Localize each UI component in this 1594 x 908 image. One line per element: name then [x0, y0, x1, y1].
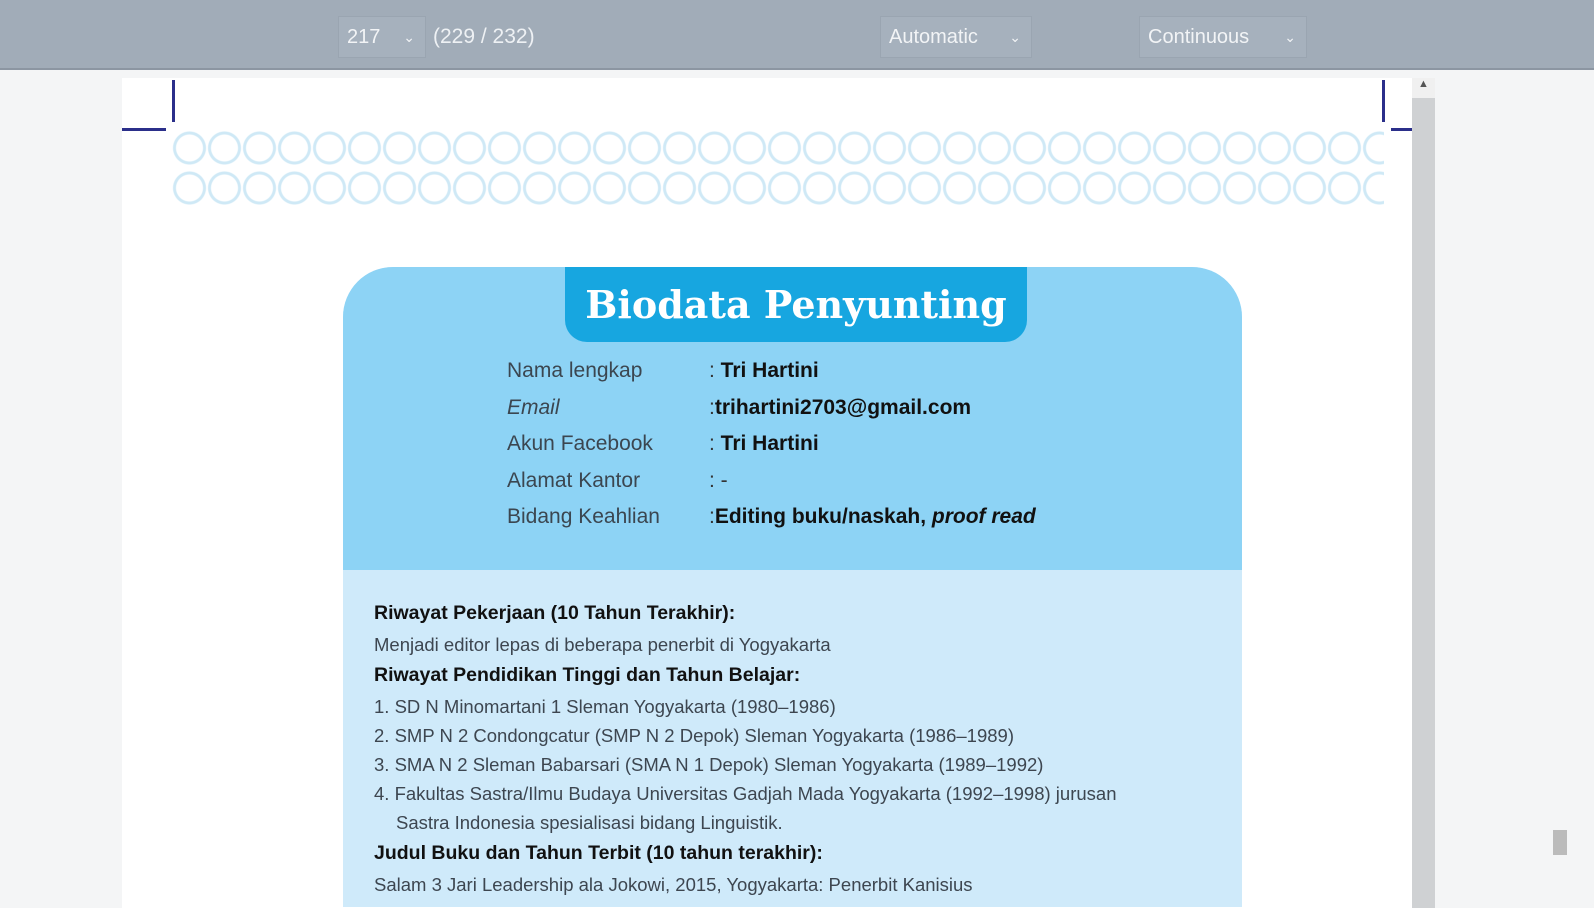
- viewer-scrollbar[interactable]: [1553, 70, 1594, 900]
- scroll-mode-value: Continuous: [1148, 26, 1250, 48]
- scroll-mode-select[interactable]: [1139, 16, 1307, 58]
- page-scrollbar[interactable]: [1412, 78, 1435, 908]
- page-number-value: 217: [347, 26, 381, 48]
- field-row: Akun Facebook : Tri Hartini: [507, 432, 819, 455]
- book-item: Salam 3 Jari Leadership ala Jokowi, 2015, Yogyakarta: Penerbit Kanisius: [374, 874, 973, 895]
- field-row: Email :trihartini2703@gmail.com: [507, 396, 972, 419]
- field-label: Bidang Keahlian: [507, 505, 660, 528]
- edu-item: 4. Fakultas Sastra/Ilmu Budaya Universitas Gadjah Mada Yogyakarta (1992–1998) jurusan: [374, 783, 1117, 804]
- field-value: Tri Hartini: [720, 359, 819, 382]
- work-text: Menjadi editor lepas di beberapa penerbit di Yogyakarta: [374, 634, 831, 655]
- scrollbar-thumb[interactable]: [1553, 830, 1567, 855]
- field-label: Alamat Kantor: [507, 469, 641, 492]
- field-label: Nama lengkap: [507, 359, 643, 382]
- card-title: Biodata Penyunting: [565, 267, 1027, 342]
- zoom-value: Automatic: [889, 26, 978, 48]
- edu-item-continued: Sastra Indonesia spesialisasi bidang Linguistik.: [396, 812, 783, 833]
- scroll-up-icon[interactable]: ▲: [1412, 78, 1435, 98]
- field-value: Tri Hartini: [720, 432, 819, 455]
- decorative-pattern: [172, 128, 1384, 210]
- edu-item: 1. SD N Minomartani 1 Sleman Yogyakarta (1980–1986): [374, 696, 836, 717]
- field-label: Akun Facebook: [507, 432, 653, 455]
- page-number-select[interactable]: [338, 16, 426, 58]
- chevron-down-icon: ⌄: [1284, 29, 1296, 45]
- crop-mark: [172, 80, 175, 122]
- crop-mark: [1391, 128, 1412, 131]
- page-count: (229 / 232): [433, 25, 535, 48]
- field-value: -: [720, 469, 728, 492]
- field-value: Editing buku/naskah,: [714, 505, 932, 528]
- zoom-select[interactable]: [880, 16, 1032, 58]
- biodata-card: [343, 267, 1242, 907]
- field-value-italic: proof read: [931, 505, 1036, 528]
- field-label: Email: [507, 396, 560, 419]
- crop-mark: [122, 128, 166, 131]
- section-heading: Judul Buku dan Tahun Terbit (10 tahun terakhir):: [374, 842, 823, 864]
- crop-mark: [1382, 80, 1385, 122]
- pdf-toolbar: [0, 0, 1594, 70]
- edu-item: 3. SMA N 2 Sleman Babarsari (SMA N 1 Depok) Sleman Yogyakarta (1989–1992): [374, 754, 1044, 775]
- section-heading: Riwayat Pendidikan Tinggi dan Tahun Belajar:: [374, 664, 801, 686]
- edu-item: 2. SMP N 2 Condongcatur (SMP N 2 Depok) Sleman Yogyakarta (1986–1989): [374, 725, 1014, 746]
- section-heading: Riwayat Pekerjaan (10 Tahun Terakhir):: [374, 602, 736, 624]
- card-body: [374, 597, 1234, 899]
- field-row: Nama lengkap : Tri Hartini: [507, 359, 819, 382]
- chevron-down-icon: ⌄: [1009, 29, 1021, 45]
- field-row: Bidang Keahlian :Editing buku/naskah, proof read: [507, 505, 1036, 528]
- field-row: Alamat Kantor : -: [507, 469, 728, 492]
- chevron-down-icon: ⌄: [403, 29, 415, 45]
- field-value: trihartini2703@gmail.com: [714, 396, 972, 419]
